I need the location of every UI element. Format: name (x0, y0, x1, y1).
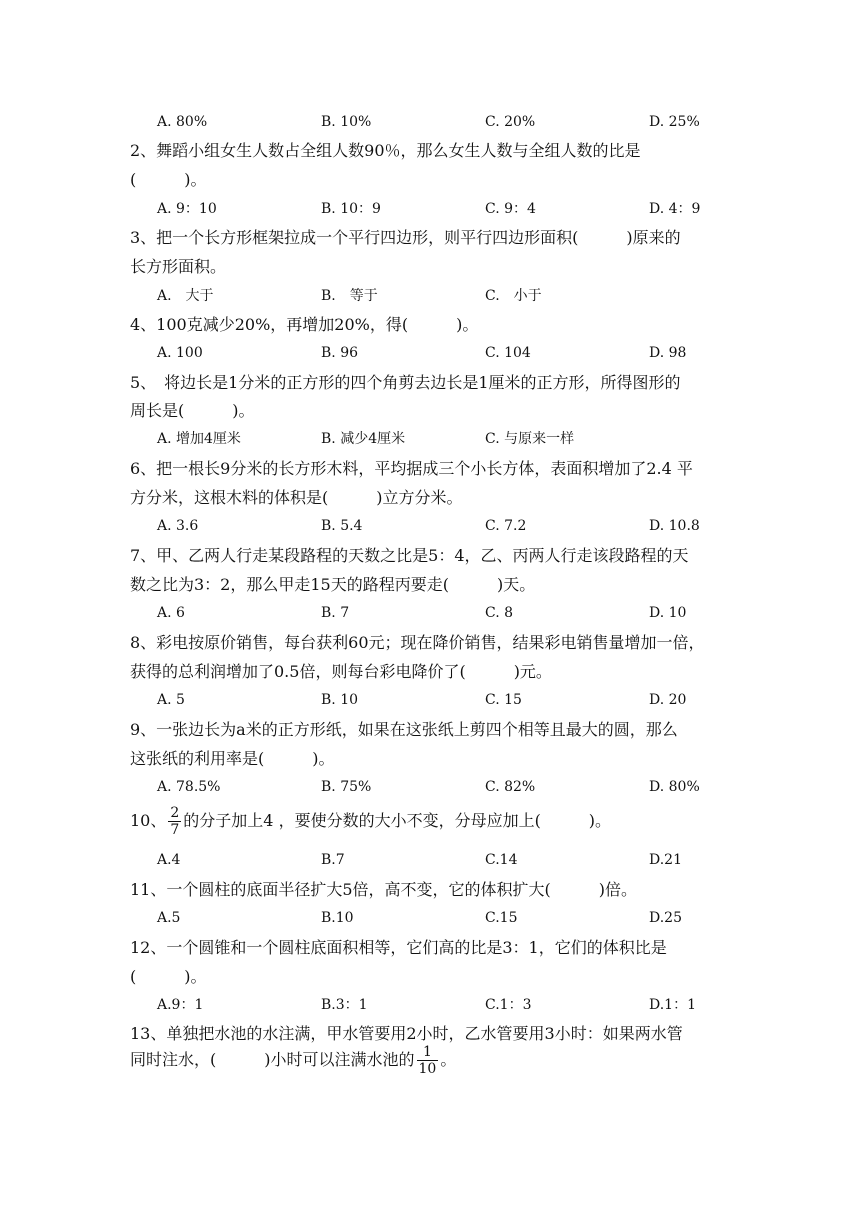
option-c: C. 20% (485, 114, 536, 130)
question-13-text: 13、单独把水池的水注满，甲水管要用2小时，乙水管要用3小时：如果两水管 (130, 1024, 683, 1043)
question-8-text-cont: 获得的总利润增加了0.5倍，则每台彩电降价了( )元。 (130, 662, 552, 681)
question-7-text: 7、甲、乙两人行走某段路程的天数之比是5：4，乙、丙两人行走该段路程的天 (130, 546, 689, 565)
question-6-text-cont: 方分米，这根木料的体积是( )立方分米。 (130, 488, 463, 507)
question-3-text-cont: 长方形面积。 (130, 257, 227, 276)
option-a: A. 6 (157, 605, 185, 621)
question-10-text (130, 803, 611, 839)
option-c: C. 8 (485, 605, 514, 621)
question-12-text-cont: ( )。 (130, 967, 207, 986)
question-9-text: 9、一张边长为a米的正方形纸，如果在这张纸上剪四个相等且最大的圆，那么 (130, 720, 678, 739)
question-11-text: 11、一个圆柱的底面半径扩大5倍，高不变，它的体积扩大( )倍。 (130, 880, 638, 899)
option-d: D. 4：9 (649, 201, 701, 217)
option-d: D. 20 (649, 692, 687, 708)
option-d: D. 25% (649, 114, 700, 130)
option-c: C.1：3 (485, 997, 532, 1013)
option-a: A. 80% (157, 114, 208, 130)
option-a: A. 3.6 (157, 518, 199, 534)
question-9-text-cont: 这张纸的利用率是( )。 (130, 749, 335, 768)
question-7-text-cont: 数之比为3：2，那么甲走15天的路程丙要走( )天。 (130, 575, 536, 594)
option-a: A. 5 (157, 692, 185, 708)
option-d: D. 80% (649, 779, 700, 795)
option-a: A.4 (157, 852, 181, 868)
option-d: D. 10 (649, 605, 687, 621)
question-8-text: 8、彩电按原价销售，每台获利60元；现在降价销售，结果彩电销售量增加一倍， (130, 633, 705, 652)
option-d: D.1：1 (649, 997, 696, 1013)
option-c: C.15 (485, 910, 518, 926)
option-b: B.7 (321, 852, 345, 868)
option-a: A. 大于 (157, 288, 214, 304)
question-5-text: 5、 将边长是1分米的正方形的四个角剪去边长是1厘米的正方形，所得图形的 (130, 373, 681, 392)
question-13-end: 。 (440, 1050, 457, 1069)
option-d: D.25 (649, 910, 682, 926)
option-b: B. 7 (321, 605, 350, 621)
question-2-text: 2、舞蹈小组女生人数占全组人数90％，那么女生人数与全组人数的比是 (130, 141, 641, 160)
option-b: B. 等于 (321, 288, 378, 304)
option-d: D. 10.8 (649, 518, 700, 534)
option-a: A. 9：10 (157, 201, 217, 217)
option-b: B.10 (321, 910, 354, 926)
option-b: B. 减少4厘米 (321, 431, 406, 447)
option-c: C. 9：4 (485, 201, 536, 217)
question-13-body: 同时注水，( )小时可以注满水池的 (130, 1050, 415, 1069)
question-6-text: 6、把一根长9分米的长方形木料，平均据成三个小长方体，表面积增加了2.4 平 (130, 459, 693, 478)
option-b: B. 10% (321, 114, 372, 130)
question-10-number: 10、 (130, 811, 167, 830)
option-b: B. 5.4 (321, 518, 363, 534)
option-b: B. 10 (321, 692, 359, 708)
option-c: C. 小于 (485, 288, 542, 304)
fraction-denominator: 10 (418, 1061, 437, 1077)
fraction-denominator: 7 (170, 822, 180, 838)
option-c: C. 104 (485, 345, 531, 361)
option-c: C. 7.2 (485, 518, 527, 534)
option-b: B. 75% (321, 779, 372, 795)
option-d: D. 98 (649, 345, 687, 361)
option-c: C. 82% (485, 779, 536, 795)
option-c: C.14 (485, 852, 518, 868)
option-a: A. 增加4厘米 (157, 431, 241, 447)
fraction-1-10 (417, 1044, 439, 1077)
question-10-body: 的分子加上4 ，要使分数的大小不变，分母应加上( )。 (183, 811, 612, 830)
question-2-text-cont: ( )。 (130, 170, 207, 189)
question-5-text-cont: 周长是( )。 (130, 401, 255, 420)
question-3-text: 3、把一个长方形框架拉成一个平行四边形，则平行四边形面积( )原来的 (130, 228, 681, 247)
fraction-2-7 (168, 805, 181, 838)
option-b: B. 10：9 (321, 201, 381, 217)
option-b: B. 96 (321, 345, 359, 361)
option-c: C. 15 (485, 692, 522, 708)
option-a: A. 100 (157, 345, 203, 361)
fraction-numerator: 2 (170, 805, 180, 821)
fraction-numerator: 1 (417, 1044, 439, 1061)
option-d: D.21 (649, 852, 682, 868)
question-4-text: 4、100克减少20%，再增加20%，得( )。 (130, 315, 479, 334)
option-c: C. 与原来一样 (485, 431, 575, 447)
option-a: A.9：1 (157, 997, 204, 1013)
option-a: A.5 (157, 910, 181, 926)
question-13-text-cont (130, 1042, 456, 1078)
question-12-text: 12、一个圆锥和一个圆柱底面积相等，它们高的比是3：1，它们的体积比是 (130, 938, 667, 957)
option-b: B.3：1 (321, 997, 368, 1013)
option-a: A. 78.5% (157, 779, 221, 795)
